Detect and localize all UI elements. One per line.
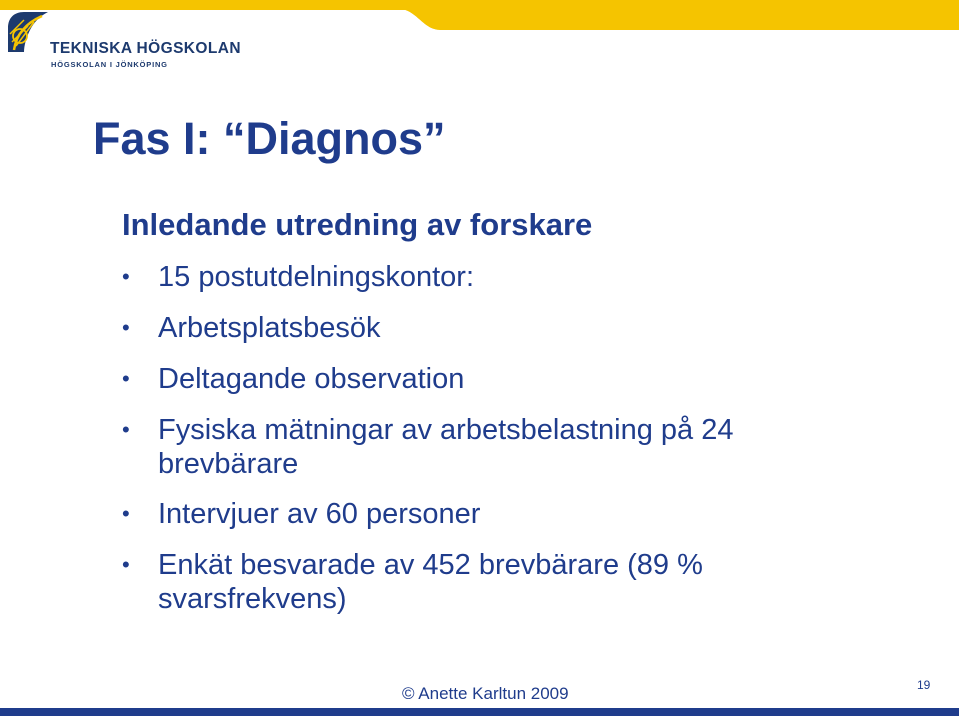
bullet-item <box>120 362 800 396</box>
footer-copyright: © Anette Karltun 2009 <box>402 684 569 703</box>
bullet-item <box>120 548 778 616</box>
bullet-dot-icon: • <box>122 417 130 442</box>
bullet-dot-icon: • <box>122 552 130 577</box>
bullet-dot-icon: • <box>122 315 130 340</box>
institution-subname: HÖGSKOLAN I JÖNKÖPING <box>51 60 168 69</box>
bullet-dot-icon: • <box>122 366 130 391</box>
bullet-item <box>120 260 800 294</box>
page-number: 19 <box>917 678 931 692</box>
bullet-item <box>120 311 800 345</box>
bullet-text: Deltagande observation <box>158 363 465 395</box>
bullet-dot-icon: • <box>122 501 130 526</box>
bullet-dot-icon: • <box>122 264 130 289</box>
university-emblem-icon <box>6 10 50 54</box>
bullet-text: 15 postutdelningskontor: <box>158 261 474 293</box>
bullet-text: Enkät besvarade av 452 brevbärare (89 % svarsfrekvens) <box>158 549 703 615</box>
bullet-text: Intervjuer av 60 personer <box>158 498 481 530</box>
bullet-list <box>120 260 800 632</box>
bullet-text: Fysiska mätningar av arbetsbelastning på 24 brevbärare <box>158 414 734 480</box>
bullet-item <box>120 413 758 481</box>
bullet-text: Arbetsplatsbesök <box>158 312 381 344</box>
slide-subtitle: Inledande utredning av forskare <box>122 207 593 242</box>
slide-title: Fas I: “Diagnos” <box>93 113 446 164</box>
bottom-bar <box>0 708 959 716</box>
bullet-item <box>120 497 800 531</box>
institution-name: TEKNISKA HÖGSKOLAN <box>50 40 241 57</box>
